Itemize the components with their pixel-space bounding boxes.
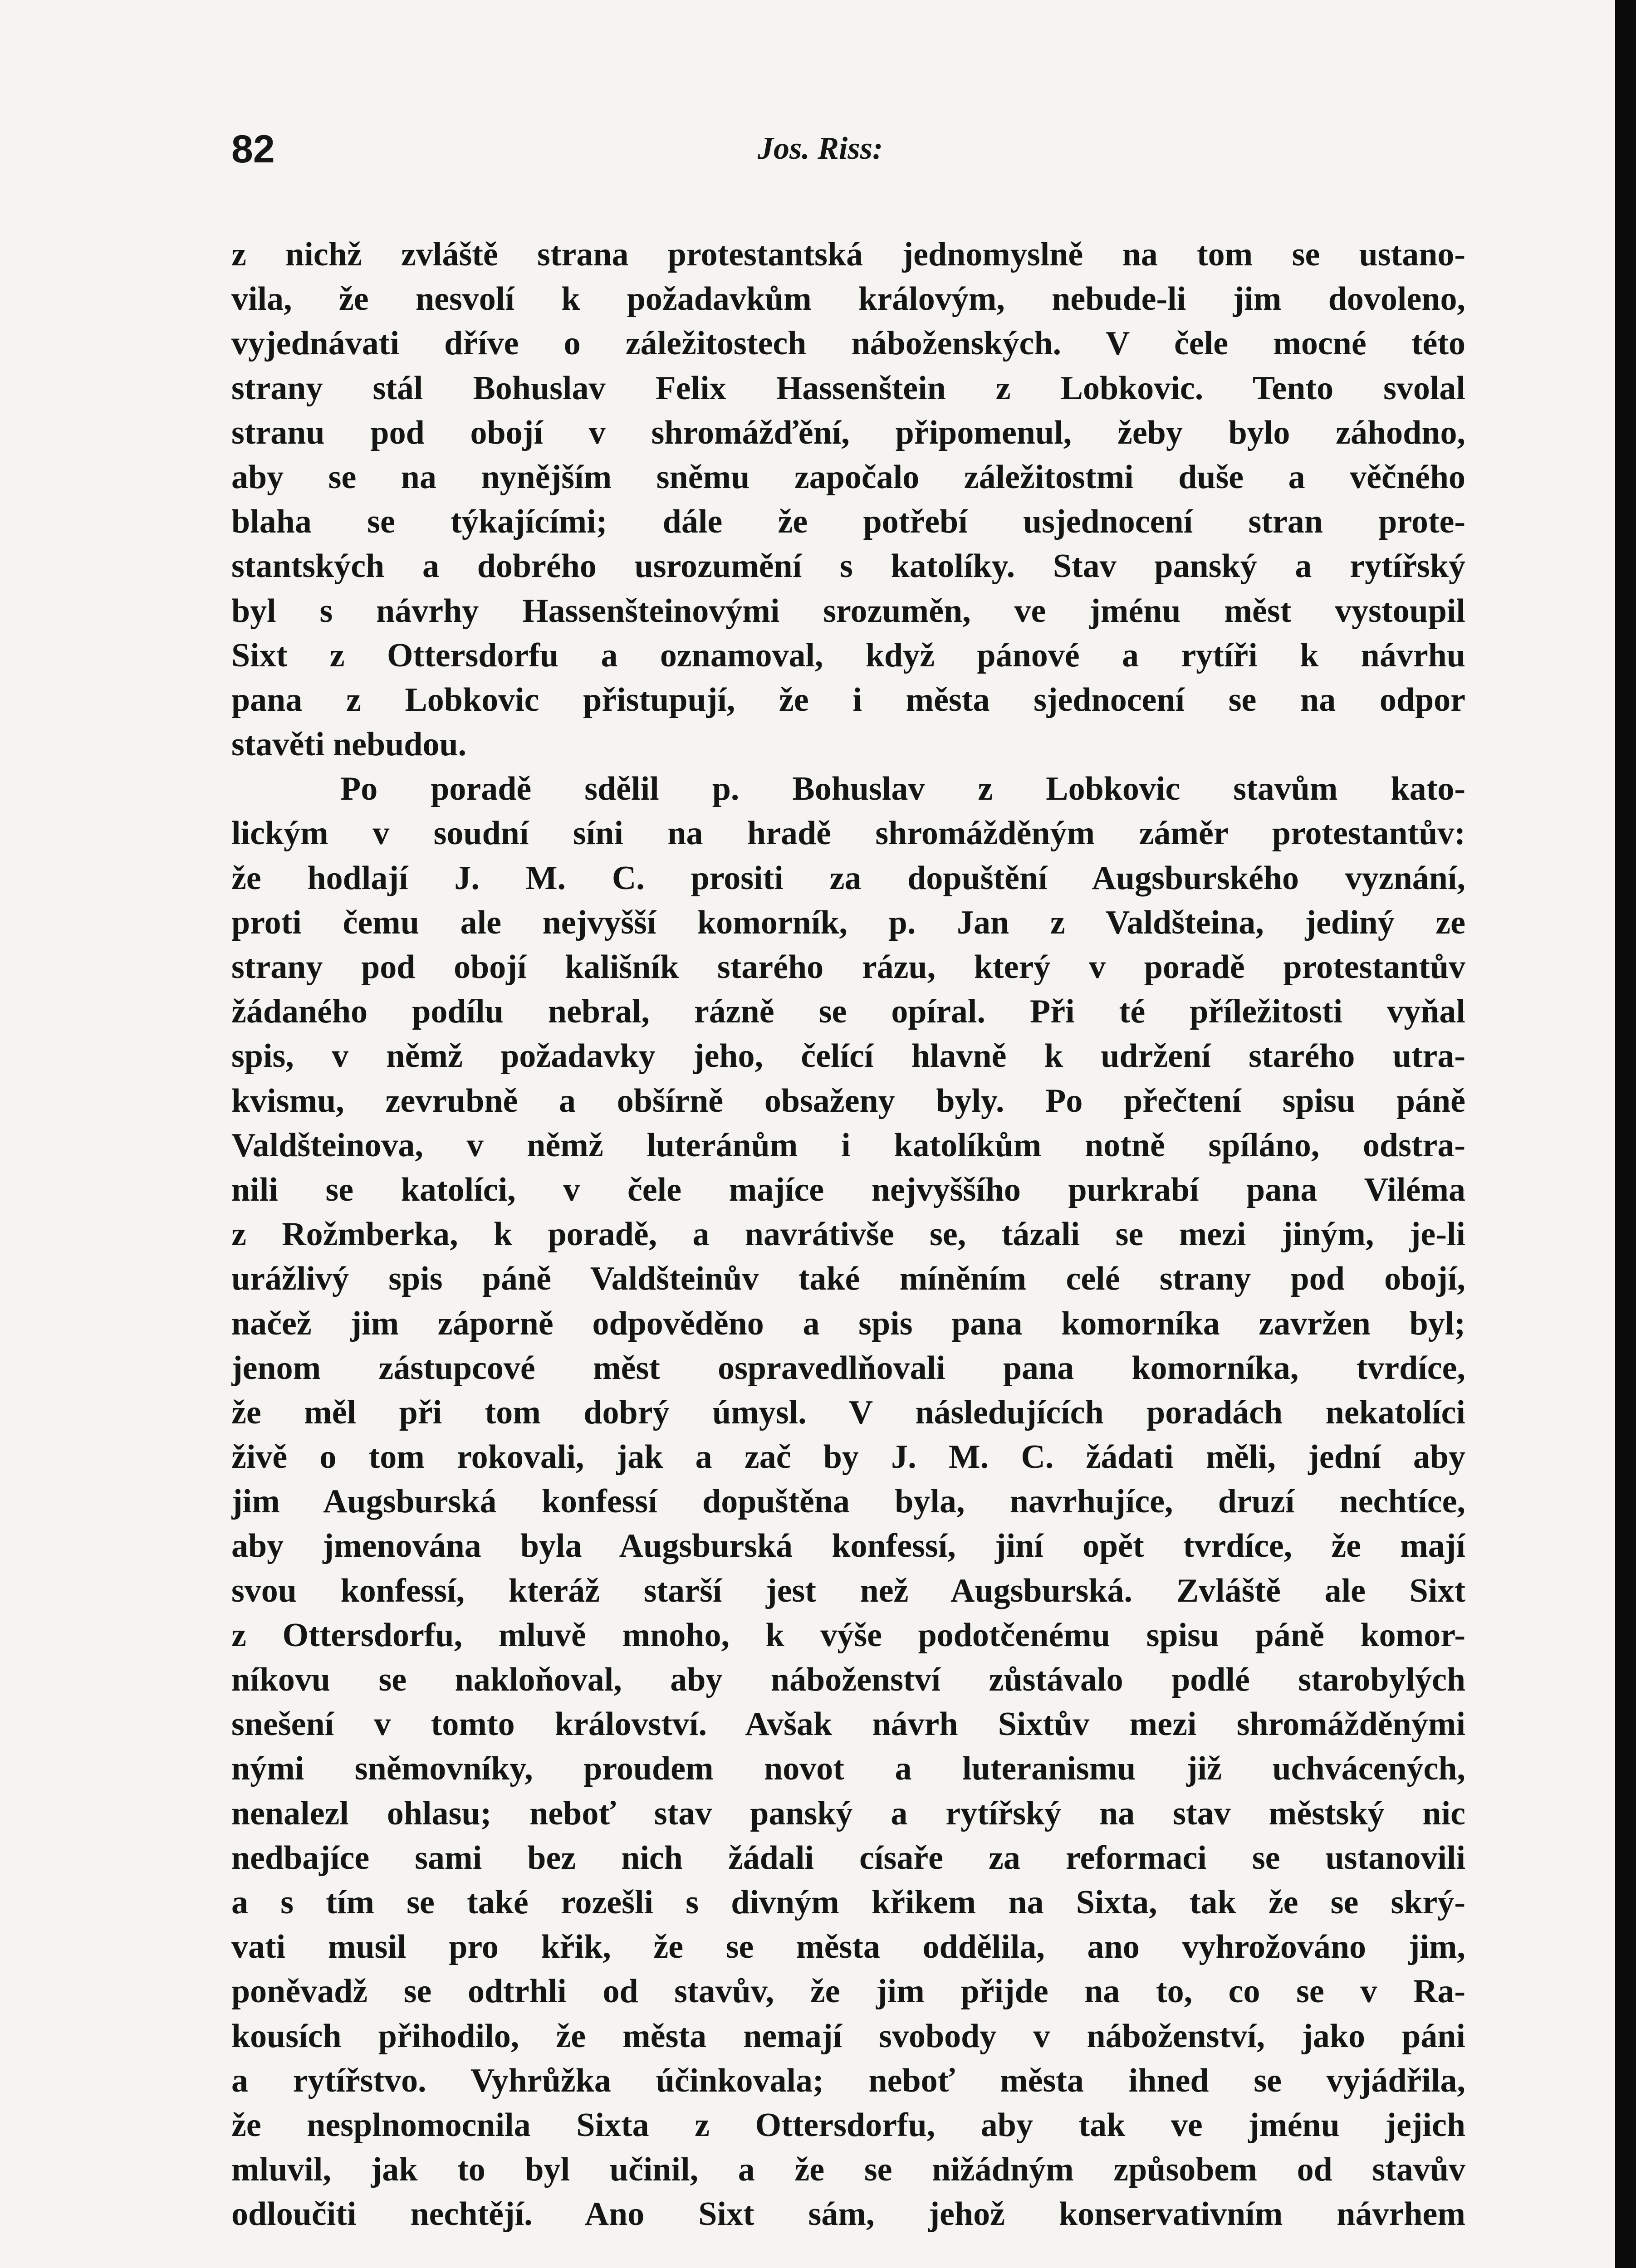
text-line: načež jim záporně odpověděno a spis pana komorníka zavržen byl; [231, 1305, 1465, 1342]
text-line: poněvadž se odtrhli od stavův, že jim přijde na to, co se v Ra- [231, 1973, 1465, 2010]
text-line: kvismu, zevrubně a obšírně obsaženy byly. Po přečtení spisu páně [231, 1082, 1465, 1119]
paragraph-start-line: Po poradě sdělil p. Bohuslav z Lobkovic stavům kato- [340, 770, 1465, 808]
text-line: pana z Lobkovic přistupují, že i města sjednocení se na odpor [231, 681, 1465, 719]
body-text [231, 232, 1465, 2236]
text-line: spis, v němž požadavky jeho, čelící hlavně k udržení starého utra- [231, 1037, 1465, 1075]
text-line: a rytířstvo. Vyhrůžka účinkovala; neboť města ihned se vyjádřila, [231, 2062, 1465, 2099]
text-line: jenom zástupcové měst ospravedlňovali pana komorníka, tvrdíce, [231, 1349, 1465, 1387]
text-line: stranu pod obojí v shromážďění, připomenul, žeby bylo záhodno, [231, 414, 1465, 451]
text-line: byl s návrhy Hassenšteinovými srozuměn, ve jménu měst vystoupil [231, 592, 1465, 630]
text-line: urážlivý spis páně Valdšteinův také míněním celé strany pod obojí, [231, 1260, 1465, 1298]
text-line: nili se katolíci, v čele majíce nejvyššího purkrabí pana Viléma [231, 1171, 1465, 1208]
text-line: z nichž zvláště strana protestantská jednomyslně na tom se ustano- [231, 236, 1465, 273]
text-line: nedbajíce sami bez nich žádali císaře za reformaci se ustanovili [231, 1839, 1465, 1877]
text-line: aby se na nynějším sněmu započalo záležitostmi duše a věčného [231, 458, 1465, 496]
text-line: nenalezl ohlasu; neboť stav panský a rytířský na stav městský nic [231, 1794, 1465, 1832]
page-header [231, 127, 1465, 181]
text-line: že hodlají J. M. C. prositi za dopuštění Augsburského vyznání, [231, 859, 1465, 897]
text-line: blaha se týkajícími; dále že potřebí usjednocení stran prote- [231, 503, 1465, 541]
text-line: Sixt z Ottersdorfu a oznamoval, když pánové a rytíři k návrhu [231, 636, 1465, 674]
text-line: z Ottersdorfu, mluvě mnoho, k výše podotčenému spisu páně komor- [231, 1616, 1465, 1654]
text-line: jim Augsburská konfessí dopuštěna byla, navrhujíce, druzí nechtíce, [231, 1483, 1465, 1520]
text-line: snešení v tomto království. Avšak návrh Sixtův mezi shromážděnými [231, 1706, 1465, 1743]
text-line: stantských a dobrého usrozumění s katolíky. Stav panský a rytířský [231, 547, 1465, 585]
text-line: vati musil pro křik, že se města oddělila, ano vyhrožováno jim, [231, 1928, 1465, 1966]
scan-dark-edge [1615, 0, 1636, 2268]
text-line: vyjednávati dříve o záležitostech náboženských. V čele mocné této [231, 325, 1465, 362]
text-line: kousích přihodilo, že města nemají svobody v náboženství, jako páni [231, 2017, 1465, 2055]
running-head: Jos. Riss: [758, 131, 883, 166]
text-line: vila, že nesvolí k požadavkům královým, nebude-li jim dovoleno, [231, 280, 1465, 318]
text-line: proti čemu ale nejvyšší komorník, p. Jan z Valdšteina, jediný ze [231, 904, 1465, 941]
text-line: odloučiti nechtějí. Ano Sixt sám, jehož konservativním návrhem [231, 2195, 1465, 2233]
text-line: níkovu se nakloňoval, aby náboženství zůstávalo podlé starobylých [231, 1661, 1465, 1698]
text-line: že nesplnomocnila Sixta z Ottersdorfu, aby tak ve jménu jejich [231, 2106, 1465, 2144]
text-line: lickým v soudní síni na hradě shromážděným záměr protestantův: [231, 815, 1465, 852]
text-line: svou konfessí, kteráž starší jest než Augsburská. Zvláště ale Sixt [231, 1572, 1465, 1609]
text-line: strany pod obojí kališník starého rázu, který v poradě protestantův [231, 948, 1465, 986]
text-line: žádaného podílu nebral, rázně se opíral. Při té příležitosti vyňal [231, 993, 1465, 1031]
text-line: aby jmenována byla Augsburská konfessí, jiní opět tvrdíce, že mají [231, 1527, 1465, 1565]
text-line: mluvil, jak to byl učinil, a že se nižádným způsobem od stavův [231, 2151, 1465, 2189]
text-line: nými sněmovníky, proudem novot a luteranismu již uchvácených, [231, 1750, 1465, 1788]
text-line: Valdšteinova, v němž luteránům i katolíkům notně spíláno, odstra- [231, 1126, 1465, 1164]
text-line: že měl při tom dobrý úmysl. V následujících poradách nekatolíci [231, 1393, 1465, 1431]
text-line: strany stál Bohuslav Felix Hassenštein z Lobkovic. Tento svolal [231, 369, 1465, 407]
paragraph-end-line: stavěti nebudou. [231, 726, 467, 763]
page-number: 82 [231, 127, 275, 171]
text-line: živě o tom rokovali, jak a zač by J. M. C. žádati měli, jední aby [231, 1438, 1465, 1476]
text-line: a s tím se také rozešli s divným křikem na Sixta, tak že se skrý- [231, 1883, 1465, 1921]
text-line: z Rožmberka, k poradě, a navrátivše se, tázali se mezi jiným, je-li [231, 1216, 1465, 1253]
